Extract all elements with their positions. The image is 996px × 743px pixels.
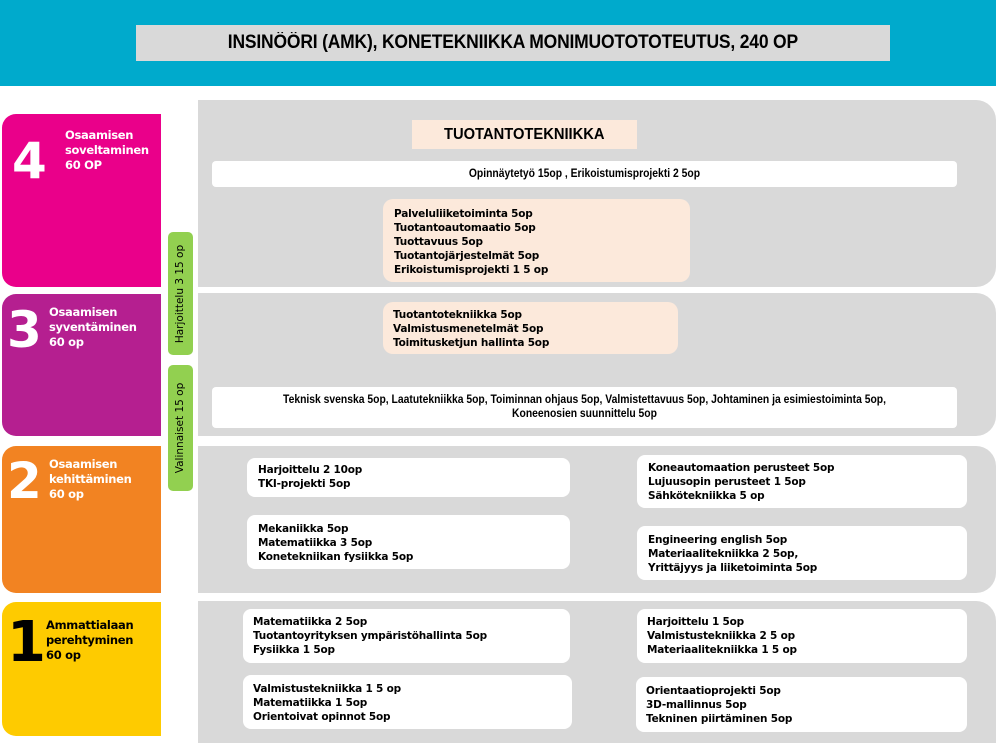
level-title: Ammattialaan perehtyminen 60 op	[46, 618, 134, 662]
specialization-title: TUOTANTOTEKNIIKKA	[412, 120, 637, 149]
course-box: Mekaniikka 5op Matematiikka 3 5op Konetekniikan fysiikka 5op	[247, 515, 570, 569]
level-number: 2	[7, 452, 42, 510]
level-title: Osaamisen kehittäminen 60 op	[49, 457, 132, 501]
level-number: 1	[7, 610, 46, 675]
level-4-label	[2, 114, 161, 287]
course-box: Valmistustekniikka 1 5 op Matematiikka 1 5op Orientoivat opinnot 5op	[243, 675, 572, 729]
level-title: Osaamisen soveltaminen 60 OP	[65, 128, 149, 172]
level-3-label	[2, 294, 161, 436]
level-1-label	[2, 602, 161, 736]
course-box: Harjoittelu 2 10op TKI-projekti 5op	[247, 458, 570, 497]
course-box: Harjoittelu 1 5op Valmistustekniikka 2 5 op Materiaalitekniikka 1 5 op	[637, 609, 967, 663]
side-tab-electives: Valinnaiset 15 op	[168, 365, 193, 491]
level-2-label	[2, 446, 161, 593]
side-tab-internship: Harjoittelu 3 15 op	[168, 232, 193, 355]
level-number: 3	[7, 301, 42, 359]
course-box: Tuotantotekniikka 5op Valmistusmenetelmät 5op Toimitusketjun hallinta 5op	[383, 302, 678, 354]
header-banner	[0, 0, 996, 86]
course-box: Engineering english 5op Materiaalitekniikka 2 5op, Yrittäjyys ja liiketoiminta 5op	[637, 526, 967, 580]
level-title: Osaamisen syventäminen 60 op	[49, 305, 137, 349]
level-number: 4	[12, 132, 47, 190]
course-box: Orientaatioprojekti 5op 3D-mallinnus 5op Tekninen piirtäminen 5op	[636, 677, 967, 732]
common-studies-bar: Teknisk svenska 5op, Laatutekniikka 5op, Toiminnan ohjaus 5op, Valmistettavuus 5op, Johtaminen ja esimiestoiminta 5op, Koneenosien suunnittelu 5op	[212, 387, 957, 428]
course-box: Palveluliiketoiminta 5op Tuotantoautomaatio 5op Tuottavuus 5op Tuotantojärjestelmät 5op Erikoistumisprojekti 1 5 op	[383, 199, 690, 282]
thesis-bar: Opinnäytetyö 15op , Erikoistumisprojekti 2 5op	[212, 161, 957, 187]
course-box: Matematiikka 2 5op Tuotantoyrityksen ympäristöhallinta 5op Fysiikka 1 5op	[243, 609, 570, 663]
course-box: Koneautomaation perusteet 5op Lujuusopin perusteet 1 5op Sähkötekniikka 5 op	[637, 455, 967, 508]
program-title: INSINÖÖRI (AMK), KONETEKNIIKKA MONIMUOTOTOTEUTUS, 240 OP	[136, 25, 890, 61]
